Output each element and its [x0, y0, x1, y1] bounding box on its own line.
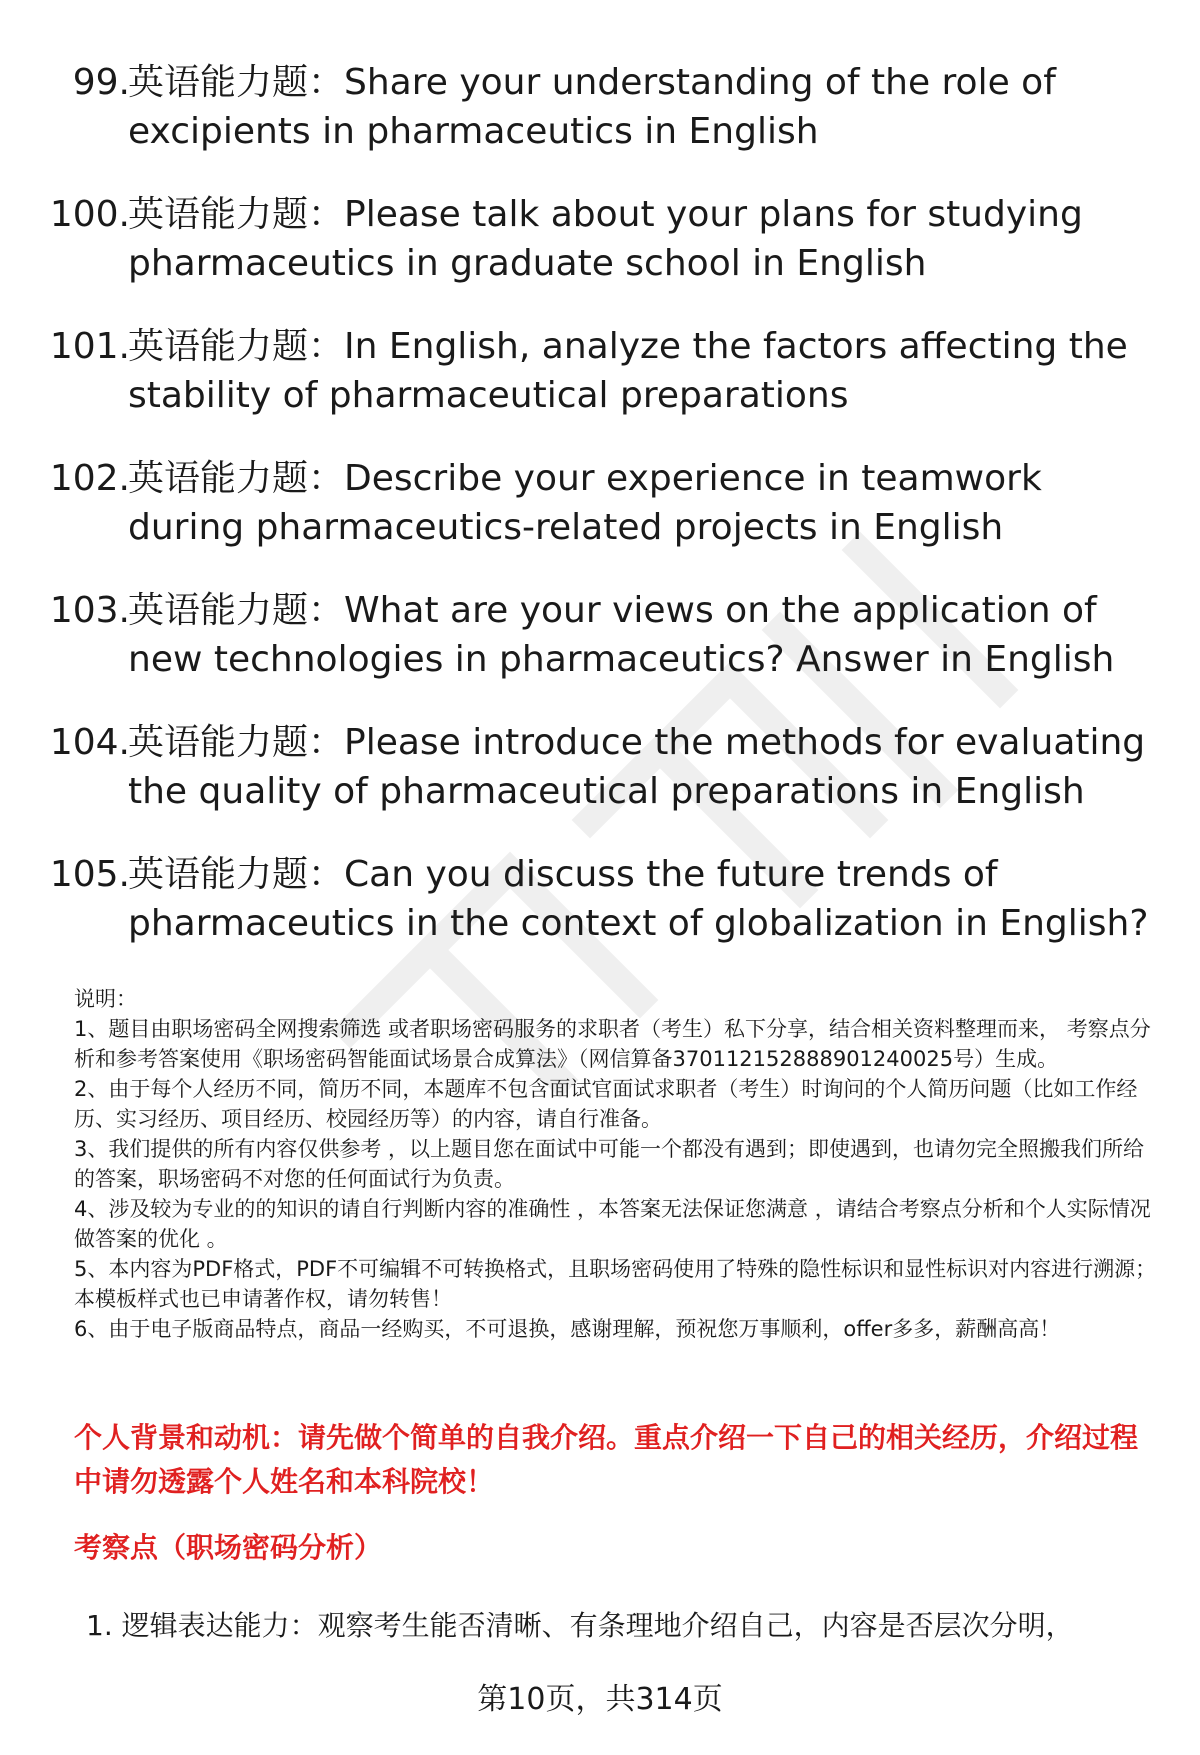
- question-number: 103.: [49, 590, 130, 631]
- question-number: 100.: [49, 194, 130, 235]
- question-item: [0, 718, 1200, 850]
- question-number: 99.: [72, 62, 130, 103]
- question-item: [0, 586, 1200, 718]
- question-item: [0, 190, 1200, 322]
- question-item: [0, 58, 1200, 190]
- question-number: 101.: [49, 326, 130, 367]
- notes-section: [74, 984, 1164, 1344]
- point-text: 逻辑表达能力：观察考生能否清晰、有条理地介绍自己，内容是否层次分明，: [121, 1609, 1074, 1642]
- question-text: 英语能力题：Please talk about your plans for studying pharmaceutics in graduate school in English: [128, 194, 1083, 284]
- question-item: [0, 850, 1200, 982]
- page-number-footer: 第10页，共314页: [477, 1682, 723, 1717]
- question-item: [0, 322, 1200, 454]
- note-item: 4、涉及较为专业的的知识的请自行判断内容的准确性 ，本答案无法保证您满意 ，请结合考察点分析和个人实际情况做答案的优化 。: [74, 1197, 1151, 1251]
- assessment-points-heading: 考察点（职场密码分析）: [74, 1531, 383, 1564]
- question-number: 102.: [49, 458, 130, 499]
- note-item: 5、本内容为PDF格式，PDF不可编辑不可转换格式，且职场密码使用了特殊的隐性标识和显性标识对内容进行溯源；本模板样式也已申请著作权，请勿转售！: [74, 1257, 1157, 1311]
- assessment-point-item: [86, 1606, 1176, 1646]
- note-item: 6、由于电子版商品特点，商品一经购买，不可退换，感谢理解，预祝您万事顺利，offer多多，薪酬高高！: [74, 1317, 1061, 1341]
- question-number: 105.: [49, 854, 130, 895]
- question-text: 英语能力题：In English, analyze the factors affecting the stability of pharmaceutical preparations: [128, 326, 1128, 416]
- question-text: 英语能力题：Share your understanding of the role of excipients in pharmaceutics in English: [128, 62, 1056, 152]
- question-list: [0, 58, 1200, 982]
- note-item: 2、由于每个人经历不同，简历不同，本题库不包含面试官面试求职者（考生）时询问的个人简历问题（比如工作经历、实习经历、项目经历、校园经历等）的内容，请自行准备。: [74, 1077, 1138, 1131]
- question-text: 英语能力题：Can you discuss the future trends of pharmaceutics in the context of globalization in English?: [128, 854, 1149, 944]
- question-item: [0, 454, 1200, 586]
- notes-title: 说明：: [74, 987, 137, 1011]
- point-number: 1.: [86, 1609, 113, 1642]
- question-number: 104.: [49, 722, 130, 763]
- note-item: 3、我们提供的所有内容仅供参考 ，以上题目您在面试中可能一个都没有遇到；即使遇到，也请勿完全照搬我们所给的答案，职场密码不对您的任何面试行为负责。: [74, 1137, 1145, 1191]
- question-text: 英语能力题：Describe your experience in teamwork during pharmaceutics-related projects in English: [128, 458, 1042, 548]
- note-item: 1、题目由职场密码全网搜索筛选 或者职场密码服务的求职者（考生）私下分享，结合相关资料整理而来， 考察点分析和参考答案使用《职场密码智能面试场景合成算法》（网信算备370112152888901240025号）生成。: [74, 1017, 1151, 1071]
- question-text: 英语能力题：What are your views on the application of new technologies in pharmaceutics? Answer in English: [128, 590, 1115, 680]
- question-text: 英语能力题：Please introduce the methods for evaluating the quality of pharmaceutical preparations in English: [128, 722, 1146, 812]
- intro-question-heading: 个人背景和动机：请先做个简单的自我介绍。重点介绍一下自己的相关经历，介绍过程中请勿透露个人姓名和本科院校！: [74, 1421, 1139, 1498]
